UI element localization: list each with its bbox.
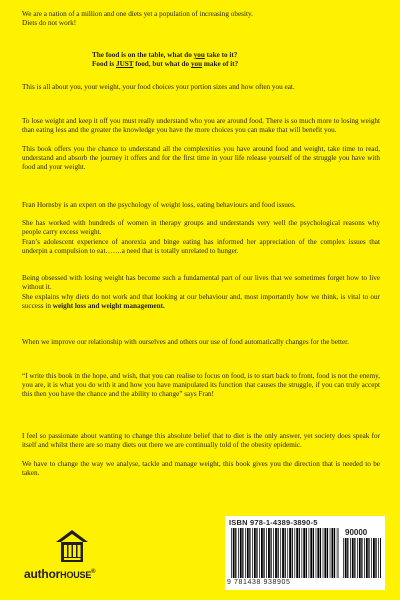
paragraph-3: This book offers you the chance to understand all the complexities you have around food and weight, take time to read, understand and absorb the journey it offers and for the first time in your life release yourself of the struggle you have with food and your weight. bbox=[22, 145, 380, 172]
paragraph-12: We have to change the way we analyse, tackle and manage weight, this book gives you the direction that is needed to be taken. bbox=[22, 460, 380, 478]
house-book-icon bbox=[55, 529, 89, 563]
isbn-number: ISBN 978-1-4389-3890-5 bbox=[229, 518, 318, 527]
barcode bbox=[225, 516, 385, 590]
paragraph-4: Fran Hornsby is an expert on the psychology of weight loss, eating behaviours and food issues. bbox=[22, 201, 296, 209]
publisher-name: authorHOUSE® bbox=[24, 567, 96, 581]
intro-line-1: We are a nation of a million and one diets yet a population of increasing obesity. bbox=[22, 10, 253, 18]
barcode-bars bbox=[231, 528, 339, 578]
addon-barcode-bars bbox=[343, 538, 381, 578]
paragraph-5: She has worked with hundreds of women in therapy groups and understands very well the psychological reasons why people carry excess weight. bbox=[22, 219, 380, 237]
intro-line-2: Diets do not work! bbox=[22, 19, 77, 28]
paragraph-11: I feel so passionate about wanting to change this absolute belief that to diet is the only answer, yet society does speak for itself and whilst there are so many diets out there we are continually told of the obesity epidemic. bbox=[22, 432, 380, 450]
paragraph-7: Being obsessed with losing weight has become such a fundamental part of our lives that we sometimes forget how to live without it. bbox=[22, 274, 380, 292]
paragraph-6: Fran’s adolescent experience of anorexia and binge eating has informed her appreciation of the complex issues that underpin a compulsion to eat…….a need that is totally unrelated to hunger. bbox=[22, 238, 380, 256]
price-code: 90000 bbox=[345, 528, 368, 537]
intro-text bbox=[22, 10, 380, 28]
quote-line-2: Food is JUST food, but what do you make of it? bbox=[92, 60, 239, 69]
paragraph-1: This is all about you, your weight, your food choices your portion sizes and how often you eat. bbox=[22, 83, 295, 91]
publisher-logo bbox=[20, 529, 130, 589]
paragraph-10: “I write this book in the hope, and wish, that you can realise to focus on food, is to start back to front, food is not the enemy, you are, it is what you do with it and how you have manipulated its function that causes the struggle, if you can truly accept this then you have the chance and the ability to change” says Fran! bbox=[22, 372, 380, 399]
quote-line-1: The food is on the table, what do you take to it? bbox=[92, 51, 238, 59]
paragraph-9: When we improve our relationship with ourselves and others our use of food automatically changes for the better. bbox=[22, 338, 349, 346]
paragraph-8: She explains why diets do not work and that looking at our behaviour and, most importantly how we think, is vital to our success in weight loss and weight management. bbox=[22, 293, 380, 311]
ean-number: 9 781438 938905 bbox=[227, 579, 291, 586]
paragraph-2: To lose weight and keep it off you must really understand who you are around food. There is so much more to losing weight than eating less and the greater the knowledge you have the more choices you can make that will benefit you. bbox=[22, 117, 380, 135]
pull-quote bbox=[92, 51, 238, 69]
